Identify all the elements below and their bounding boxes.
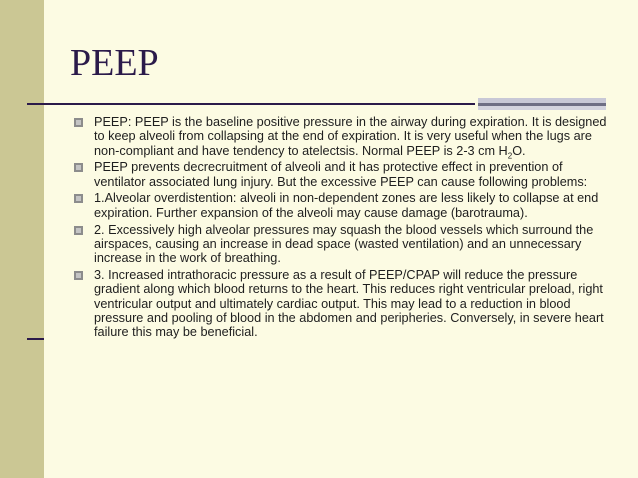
title-divider: [27, 103, 475, 105]
bullet-text: 3. Increased intrathoracic pressure as a result of PEEP/CPAP will reduce the pressure gradient along which blood returns to the heart. This reduces right ventricular preload, right ventricular output and ultimately cardiac output. This may lead to a reduction in blood pressure and pooling of blood in the abdomen and peripheries. Conversely, in severe heart failure this may be beneficial.: [94, 267, 604, 340]
bullet-text: PEEP: PEEP is the baseline positive pressure in the airway during expiration. It is designed to keep alveoli from collapsing at the end of expiration. It is very useful when the lugs are non-compliant and have tendency to atelectsis. Normal PEEP is 2-3 cm H: [94, 115, 607, 158]
square-bullet-icon: [74, 194, 83, 203]
bullet-item-peep-definition: [74, 115, 609, 161]
title-divider-decoration: [478, 98, 606, 111]
bullet-text: 2. Excessively high alveolar pressures may squash the blood vessels which surround the airspaces, causing an increase in dead space (wasted ventilation) and an unnecessary increase in the work of breathing.: [94, 222, 594, 266]
bullet-item-intrathoracic-pressure: [74, 268, 609, 339]
bullet-item-overdistention: [74, 191, 609, 220]
slide-sidebar-band: [0, 0, 44, 478]
sidebar-accent-line: [27, 338, 44, 340]
bullet-text-suffix: O.: [512, 143, 526, 158]
bullet-item-alveolar-pressures: [74, 223, 609, 266]
square-bullet-icon: [74, 271, 83, 280]
square-bullet-icon: [74, 226, 83, 235]
bullet-list: [74, 115, 609, 342]
bullet-text: 1.Alveolar overdistention: alveoli in non-dependent zones are less likely to collapse at end expiration. Further expansion of the alveoli may cause damage (barotrauma).: [94, 191, 599, 220]
square-bullet-icon: [74, 118, 83, 127]
bullet-text: PEEP prevents decrecruitment of alveoli and it has protective effect in prevention of ventilator associated lung injury. But the excessive PEEP can cause following problems:: [94, 160, 588, 189]
bullet-item-peep-effects: [74, 160, 609, 189]
square-bullet-icon: [74, 163, 83, 172]
subscript: 2: [507, 151, 513, 161]
slide-title: PEEP: [70, 42, 159, 84]
